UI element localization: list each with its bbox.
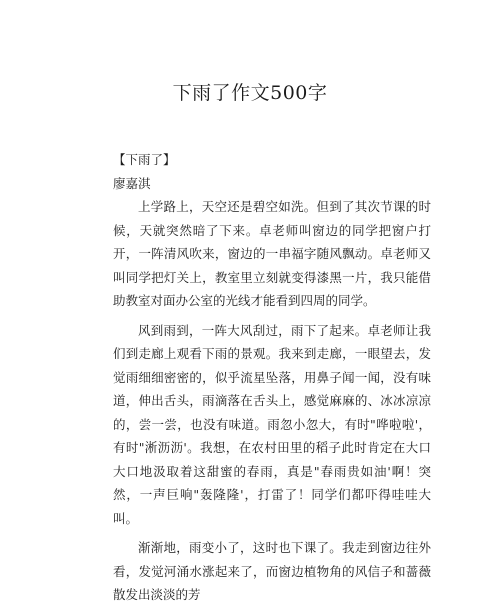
article-body [113, 148, 431, 613]
paragraph-3: 渐渐地，雨变小了，这时也下课了。我走到窗边往外看，发觉河涌水涨起来了，而窗边植物角的风信子和蔷薇散发出淡淡的芳 [113, 540, 431, 602]
document-title: 下雨了作文500字 [172, 82, 328, 104]
article-author: 廖嘉淇 [113, 175, 151, 191]
paragraph-2: 风到雨到，一阵大风刮过，雨下了起来。卓老师让我们到走廊上观看下雨的景观。我来到走廊，一眼望去，发觉雨细细密密的，似乎流星坠落，用鼻子闻一闻，没有味道，伸出舌头，雨滴落在舌头上，感觉麻麻的、冰冰凉凉的，尝一尝，也没有味道。雨忽小忽大，有时"哗啦啦'，有时"淅沥沥'。我想，在农村田里的稻子此时肯定在大口大口地汲取着这甜蜜的春雨，真是"春雨贵如油'啊！突然，一声巨响"轰隆隆'，打雷了！同学们都吓得哇哇大叫。 [113, 322, 431, 526]
article-heading: 【下雨了】 [113, 152, 176, 167]
paragraph-1: 上学路上，天空还是碧空如洗。但到了其次节课的时候，天就突然暗了下来。卓老师叫窗边的同学把窗户打开，一阵清风吹来，窗边的一串福字随风飘动。卓老师又叫同学把灯关上，教室里立刻就变得漆黑一片，我只能借助教室对面办公室的光线才能看到四周的同学。 [113, 199, 431, 308]
